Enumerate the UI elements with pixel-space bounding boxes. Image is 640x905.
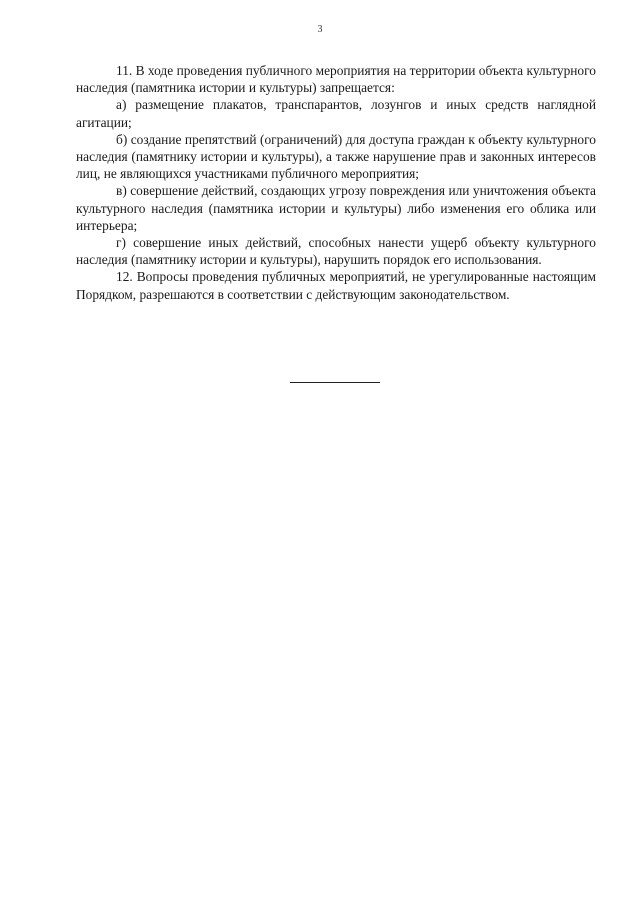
document-body: [76, 62, 596, 303]
paragraph-11-b: б) создание препятствий (ограничений) для доступа граждан к объекту культурного наследия (памятнику истории и культуры), а также нарушение прав и законных интересов лиц, не являющихся участниками публичного мероприятия;: [76, 131, 596, 182]
paragraph-11-v: в) совершение действий, создающих угрозу повреждения или уничтожения объекта культурного наследия (памятника истории и культуры) либо изменения его облика или интерьера;: [76, 183, 596, 233]
end-divider-line: [290, 382, 380, 383]
paragraph-11-a: а) размещение плакатов, транспарантов, лозунгов и иных средств наглядной агитации;: [76, 97, 596, 130]
page-number: 3: [317, 24, 323, 35]
paragraph-11-g: г) совершение иных действий, способных нанести ущерб объекту культурного наследия (памятнику истории и культуры), нарушить порядок его использования.: [76, 235, 596, 268]
paragraph-11: 11. В ходе проведения публичного мероприятия на территории объекта культурного наследия (памятника истории и культуры) запрещается:: [76, 63, 596, 96]
paragraph-12: 12. Вопросы проведения публичных мероприятий, не урегулированные настоящим Порядком, разрешаются в соответствии с действующим законодательством.: [76, 269, 596, 302]
